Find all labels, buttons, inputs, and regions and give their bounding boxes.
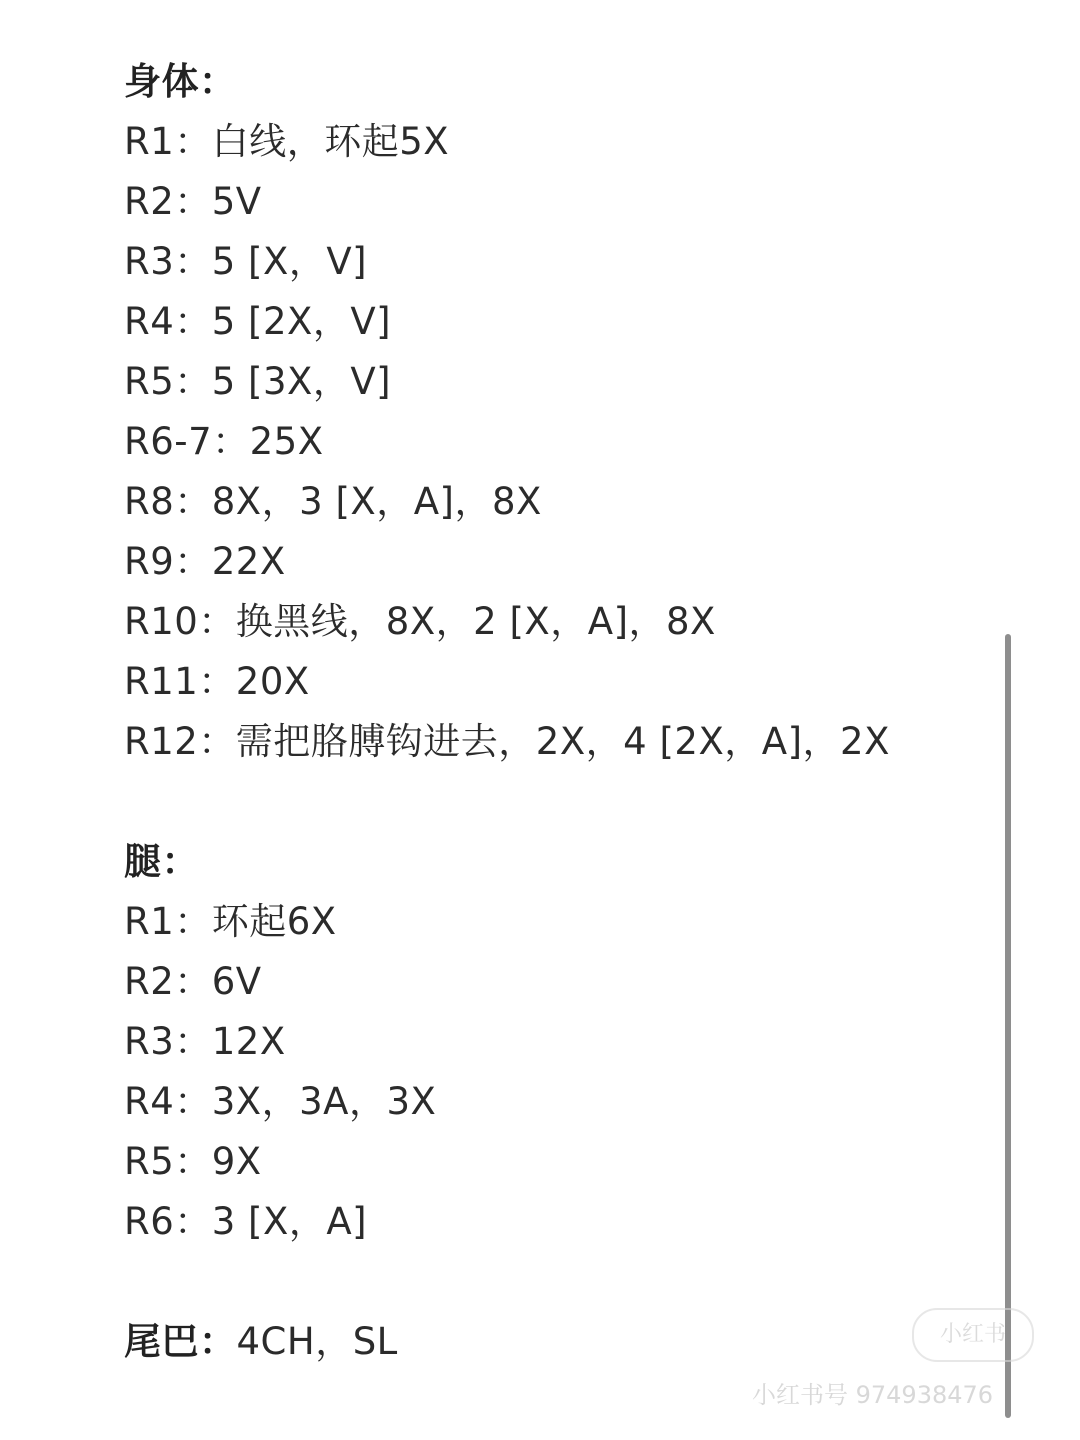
leg-row-1: R1：环起6X [124, 900, 337, 943]
body-row-8: R8：8X，3 [X，A]，8X [124, 480, 542, 523]
leg-row-3: R3：12X [124, 1020, 286, 1063]
body-row-9: R9：22X [124, 540, 286, 583]
body-row-3: R3：5 [X，V] [124, 240, 368, 283]
body-row-12: R12：需把胳膊钩进去，2X，4 [2X，A]，2X [124, 720, 890, 763]
body-row-10: R10：换黑线，8X，2 [X，A]，8X [124, 600, 716, 643]
watermark-logo: 小红书 [912, 1308, 1034, 1362]
body-row-1: R1：白线，环起5X [124, 120, 450, 163]
pattern-content [124, 52, 1004, 1372]
section-heading-leg: 腿： [124, 840, 199, 883]
body-row-5: R5：5 [3X，V] [124, 360, 392, 403]
section-heading-body: 身体： [124, 60, 237, 103]
tail-line [124, 1312, 1004, 1372]
section-spacer [124, 1252, 1004, 1312]
scrollbar[interactable] [1005, 634, 1011, 1418]
watermark-text: 小红书号 974938476 [752, 1381, 994, 1409]
body-row-2: R2：5V [124, 180, 262, 223]
leg-row-6: R6：3 [X，A] [124, 1200, 368, 1243]
section-spacer [124, 772, 1004, 832]
tail-text: 4CH，SL [236, 1320, 398, 1363]
leg-row-5: R5：9X [124, 1140, 262, 1183]
body-row-11: R11：20X [124, 660, 310, 703]
body-row-6-7: R6-7：25X [124, 420, 324, 463]
leg-row-4: R4：3X，3A，3X [124, 1080, 437, 1123]
section-heading-tail: 尾巴： [124, 1320, 237, 1363]
leg-row-2: R2：6V [124, 960, 262, 1003]
body-row-4: R4：5 [2X，V] [124, 300, 392, 343]
